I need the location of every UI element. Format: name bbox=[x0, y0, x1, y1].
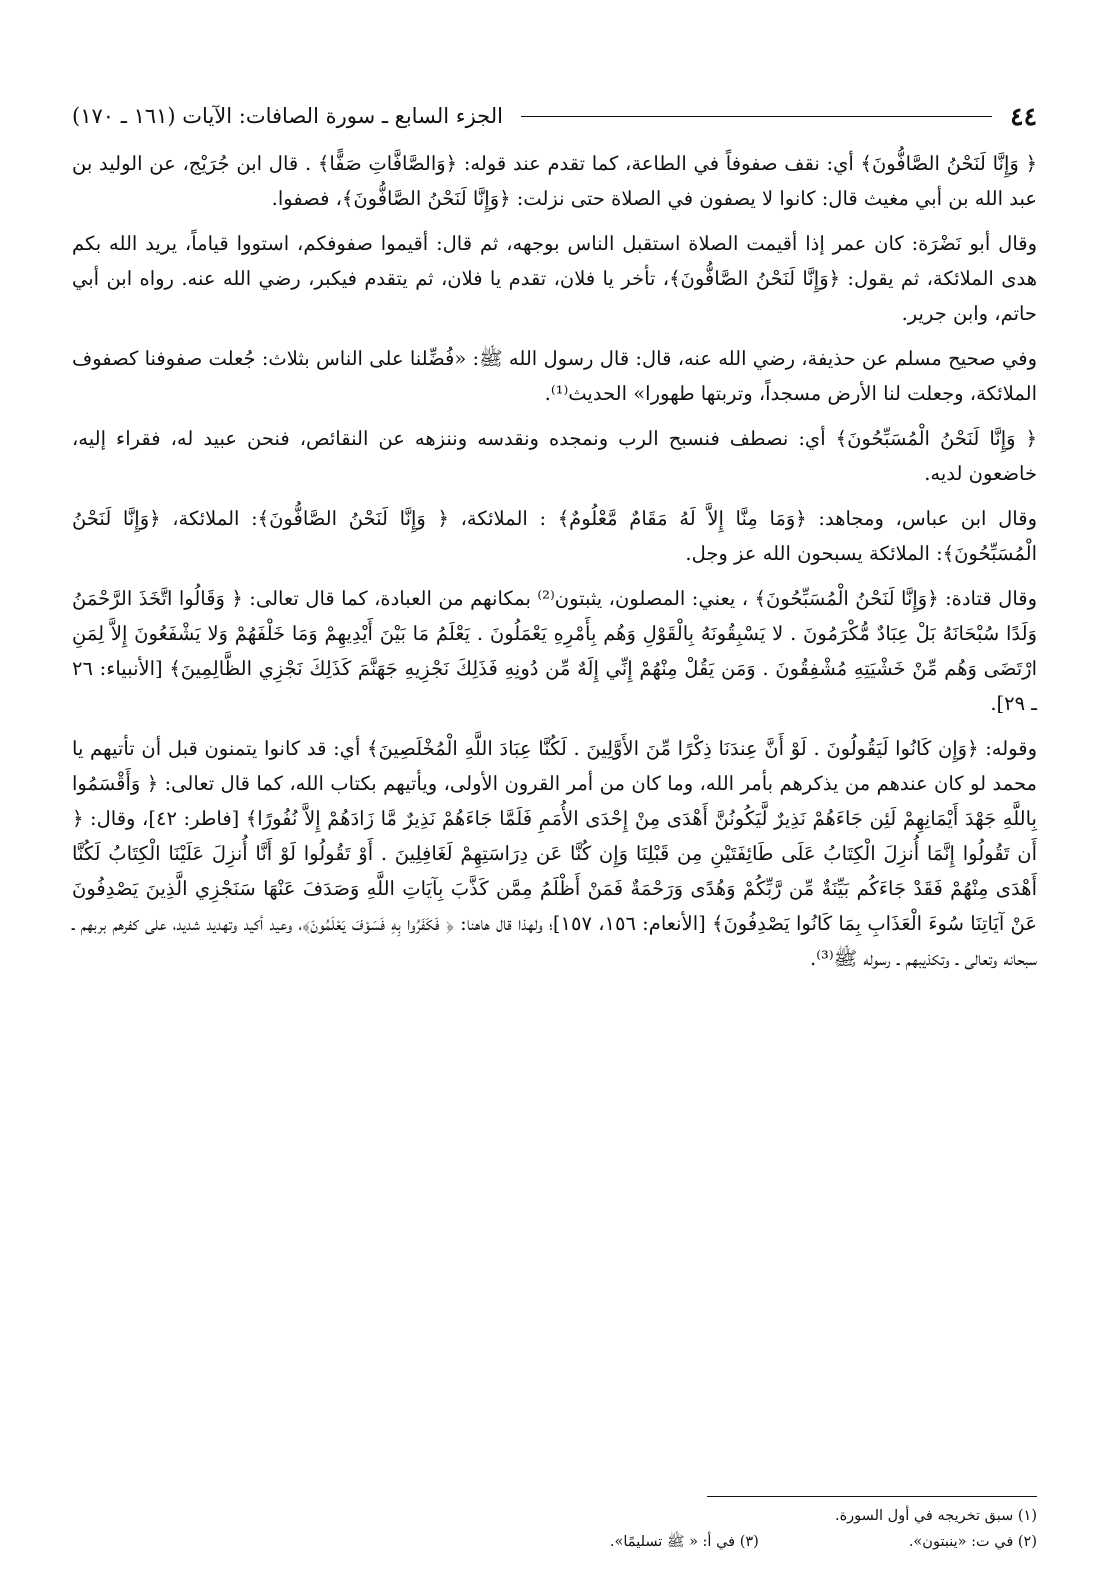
footnote-1: (١) سبق تخريجه في أول السورة. bbox=[834, 1508, 1037, 1524]
footnote-row bbox=[72, 1529, 1037, 1555]
header-rule bbox=[521, 116, 992, 117]
paragraph: وقال أبو نَضْرَة: كان عمر إذا أقيمت الصلاة استقبل الناس بوجهه، ثم قال: أقيموا صفوفكم، استووا قياماً، يريد الله بكم هدى الملائكة، ثم يقول: ﴿وَإِنَّا لَنَحْنُ الصَّافُّونَ﴾، تأخر يا فلان، تقدم يا فلان، ثم يتقدم فيكبر، رضي الله عنه. رواه ابن أبي حاتم، وابن جرير. bbox=[72, 232, 1037, 325]
footnote-2: (٢) في ت: «ينبتون». bbox=[908, 1534, 1037, 1550]
paragraph: وقال ابن عباس، ومجاهد: ﴿وَمَا مِنَّا إِلاَّ لَهُ مَقَامٌ مَّعْلُومٌ﴾ : الملائكة، ﴿ وَإِنَّا لَنَحْنُ الصَّافُّونَ﴾: الملائكة، ﴿وَإِنَّا لَنَحْنُ الْمُسَبِّحُونَ﴾: الملائكة يسبحون الله عز وجل. bbox=[72, 507, 1037, 565]
body-text bbox=[72, 146, 1037, 986]
paragraph: وفي صحيح مسلم عن حذيفة، رضي الله عنه، قال: قال رسول الله ﷺ: «فُضِّلنا على الناس بثلاث: جُعلت صفوفنا كصفوف الملائكة، وجعلت لنا الأرض مسجداً، وتربتها طهورا» الحديث⁽¹⁾. bbox=[72, 347, 1037, 405]
page-number: ٤٤ bbox=[1010, 101, 1037, 131]
footnote-3: (٣) في أ: « ﷺ تسليمًا». bbox=[609, 1534, 759, 1550]
footnotes bbox=[72, 1503, 1037, 1555]
paragraph: ﴿ وَإِنَّا لَنَحْنُ الْمُسَبِّحُونَ﴾ أي: نصطف فنسبح الرب ونمجده ونقدسه وننزهه عن النقائص، فنحن عبيد له، فقراء إليه، خاضعون لديه. bbox=[72, 427, 1037, 485]
page-header bbox=[72, 96, 1037, 136]
footnote-rule bbox=[707, 1496, 1037, 1497]
paragraph: وقوله: ﴿وَإِن كَانُوا لَيَقُولُونَ . لَوْ أَنَّ عِندَنَا ذِكْرًا مِّنَ الأَوَّلِينَ . لَكُنَّا عِبَادَ اللَّهِ الْمُخْلَصِينَ﴾ أي: قد كانوا يتمنون قبل أن تأتيهم يا محمد لو كان عندهم من يذكرهم بأمر الله، وما كان من أمر القرون الأولى، ويأتيهم بكتاب الله، كما قال تعالى: ﴿ وَأَقْسَمُوا بِاللَّهِ جَهْدَ أَيْمَانِهِمْ لَئِن جَاءَهُمْ نَذِيرٌ لَّيَكُونُنَّ أَهْدَى مِنْ إِحْدَى الأُمَمِ فَلَمَّا جَاءَهُمْ نَذِيرٌ مَّا زَادَهُمْ إِلاَّ نُفُورًا﴾ [فاطر: ٤٢]، وقال: ﴿ أَن تَقُولُوا إِنَّمَا أُنزِلَ الْكِتَابُ عَلَى طَائِفَتَيْنِ مِن قَبْلِنَا وَإِن كُنَّا عَن دِرَاسَتِهِمْ لَغَافِلِينَ . أَوْ تَقُولُوا لَوْ أَنَّا أُنزِلَ عَلَيْنَا الْكِتَابُ لَكُنَّا أَهْدَى مِنْهُمْ فَقَدْ جَاءَكُم بَيِّنَةٌ مِّن رَّبِّكُمْ وَهُدًى وَرَحْمَةٌ فَمَنْ أَظْلَمُ مِمَّن كَذَّبَ بِآيَاتِ اللَّهِ وَصَدَفَ عَنْهَا سَنَجْزِي الَّذِينَ يَصْدِفُونَ عَنْ آيَاتِنَا سُوءَ الْعَذَابِ بِمَا كَانُوا يَصْدِفُونَ﴾ [الأنعام: ١٥٦، ١٥٧]؛ ولهذا قال هاهنا: ﴿ فَكَفَرُوا بِهِ فَسَوْفَ يَعْلَمُونَ﴾، وعيد أكيد وتهديد شديد، على كفرهم بربهم ـ سبحانه وتعالى ـ وتكذيبهم ـ رسوله ﷺ⁽³⁾. bbox=[72, 737, 1037, 970]
running-title: الجزء السابع ـ سورة الصافات: الآيات (١٦١ ـ ١٧٠) bbox=[72, 104, 503, 128]
paragraph: وقال قتادة: ﴿وَإِنَّا لَنَحْنُ الْمُسَبِّحُونَ﴾ ، يعني: المصلون، يثبتون⁽²⁾ بمكانهم من العبادة، كما قال تعالى: ﴿ وَقَالُوا اتَّخَذَ الرَّحْمَنُ وَلَدًا سُبْحَانَهُ بَلْ عِبَادٌ مُّكْرَمُونَ . لا يَسْبِقُونَهُ بِالْقَوْلِ وَهُم بِأَمْرِهِ يَعْمَلُونَ . يَعْلَمُ مَا بَيْنَ أَيْدِيهِمْ وَمَا خَلْفَهُمْ وَلا يَشْفَعُونَ إِلاَّ لِمَنِ ارْتَضَى وَهُم مِّنْ خَشْيَتِهِ مُشْفِقُونَ . وَمَن يَقُلْ مِنْهُمْ إِنِّي إِلَهٌ مِّن دُونِهِ فَذَلِكَ نَجْزِيهِ جَهَنَّمَ كَذَلِكَ نَجْزِي الظَّالِمِينَ﴾ [الأنبياء: ٢٦ ـ ٢٩]. bbox=[72, 587, 1037, 715]
paragraph: ﴿ وَإِنَّا لَنَحْنُ الصَّافُّونَ﴾ أي: نقف صفوفاً في الطاعة، كما تقدم عند قوله: ﴿وَالصَّافَّاتِ صَفًّا﴾ . قال ابن جُرَيْج، عن الوليد بن عبد الله بن أبي مغيث قال: كانوا لا يصفون في الصلاة حتى نزلت: ﴿وَإِنَّا لَنَحْنُ الصَّافُّونَ﴾، فصفوا. bbox=[72, 152, 1037, 210]
